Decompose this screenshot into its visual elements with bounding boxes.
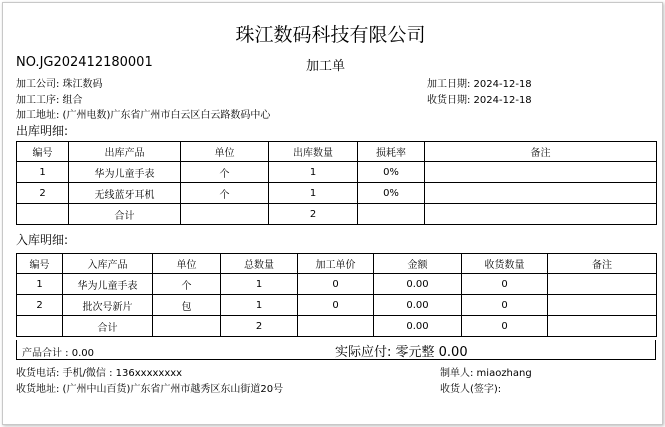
col-header: 损耗率 (358, 142, 425, 162)
col-header: 总数量 (221, 254, 298, 274)
col-header: 单位 (153, 254, 221, 274)
receiver-phone: 收货电话: 手机/微信 : 136xxxxxxxx (16, 368, 183, 379)
table-cell: 0.00 (374, 316, 462, 337)
table-cell: 2 (221, 316, 298, 337)
col-header: 加工单价 (298, 254, 374, 274)
process-address: 加工地址: (广州电数)广东省广州市白云区白云路数码中心 (16, 110, 271, 121)
table-cell: 包 (153, 295, 221, 316)
product-total: 产品合计 : 0.00 (22, 348, 94, 359)
table-cell (181, 204, 269, 225)
table-cell: 2 (17, 295, 63, 316)
table-cell (548, 295, 657, 316)
table-cell: 0 (462, 316, 548, 337)
table-cell: 个 (181, 162, 269, 183)
table-cell (17, 316, 63, 337)
table-cell (425, 183, 657, 204)
table-cell: 合计 (69, 204, 181, 225)
table-cell: 批次号新片 (63, 295, 153, 316)
table-cell: 1 (269, 183, 358, 204)
col-header: 收货数量 (462, 254, 548, 274)
table-cell (17, 204, 69, 225)
outbound-header-row (17, 142, 657, 162)
table-cell: 0.00 (374, 274, 462, 295)
process-date: 加工日期: 2024-12-18 (427, 79, 532, 90)
receiver-address: 收货地址: (广州中山百货)广东省广州市越秀区东山街道20号 (16, 384, 284, 395)
table-cell: 华为儿童手表 (69, 162, 181, 183)
col-header: 入库产品 (63, 254, 153, 274)
table-cell: 无线蓝牙耳机 (69, 183, 181, 204)
col-header: 出库数量 (269, 142, 358, 162)
table-cell (425, 162, 657, 183)
table-cell (425, 204, 657, 225)
col-header: 金额 (374, 254, 462, 274)
table-row (17, 295, 657, 316)
table-row (17, 183, 657, 204)
receiver-signature: 收货人(签字): (440, 384, 502, 395)
table-cell: 0 (462, 274, 548, 295)
table-row (17, 162, 657, 183)
col-header: 单位 (181, 142, 269, 162)
outbound-table (16, 141, 657, 225)
table-cell: 0.00 (374, 295, 462, 316)
total-row (17, 204, 657, 225)
table-cell: 1 (17, 274, 63, 295)
col-header: 出库产品 (69, 142, 181, 162)
total-row (17, 316, 657, 337)
inbound-table (16, 253, 657, 337)
col-header: 编号 (17, 142, 69, 162)
table-cell: 0 (462, 295, 548, 316)
inbound-header-row (17, 254, 657, 274)
document-type: 加工单 (306, 59, 346, 74)
table-cell (298, 316, 374, 337)
table-cell (358, 204, 425, 225)
process-step: 加工工序: 组合 (16, 95, 83, 106)
order-number: NO.JG202412180001 (16, 55, 153, 70)
table-cell (548, 274, 657, 295)
table-row (17, 274, 657, 295)
table-cell: 1 (269, 162, 358, 183)
company-title: 珠江数码科技有限公司 (235, 24, 426, 46)
table-cell: 1 (221, 274, 298, 295)
table-cell: 0 (298, 295, 374, 316)
document-maker: 制单人: miaozhang (440, 368, 532, 379)
table-cell: 1 (17, 162, 69, 183)
table-cell: 2 (269, 204, 358, 225)
table-cell: 个 (153, 274, 221, 295)
table-cell: 华为儿童手表 (63, 274, 153, 295)
table-cell (153, 316, 221, 337)
col-header: 编号 (17, 254, 63, 274)
outbound-section-label: 出库明细: (16, 124, 69, 138)
table-cell: 2 (17, 183, 69, 204)
payable-amount: 实际应付: 零元整 0.00 (335, 345, 468, 360)
table-cell: 个 (181, 183, 269, 204)
inbound-section-label: 入库明细: (16, 233, 69, 247)
col-header: 备注 (425, 142, 657, 162)
receive-date: 收货日期: 2024-12-18 (427, 95, 532, 106)
table-cell: 0 (298, 274, 374, 295)
table-cell: 0% (358, 162, 425, 183)
process-company: 加工公司: 珠江数码 (16, 79, 103, 90)
col-header: 备注 (548, 254, 657, 274)
table-cell: 1 (221, 295, 298, 316)
table-cell: 0% (358, 183, 425, 204)
table-cell (548, 316, 657, 337)
table-cell: 合计 (63, 316, 153, 337)
summary-row (16, 340, 656, 360)
